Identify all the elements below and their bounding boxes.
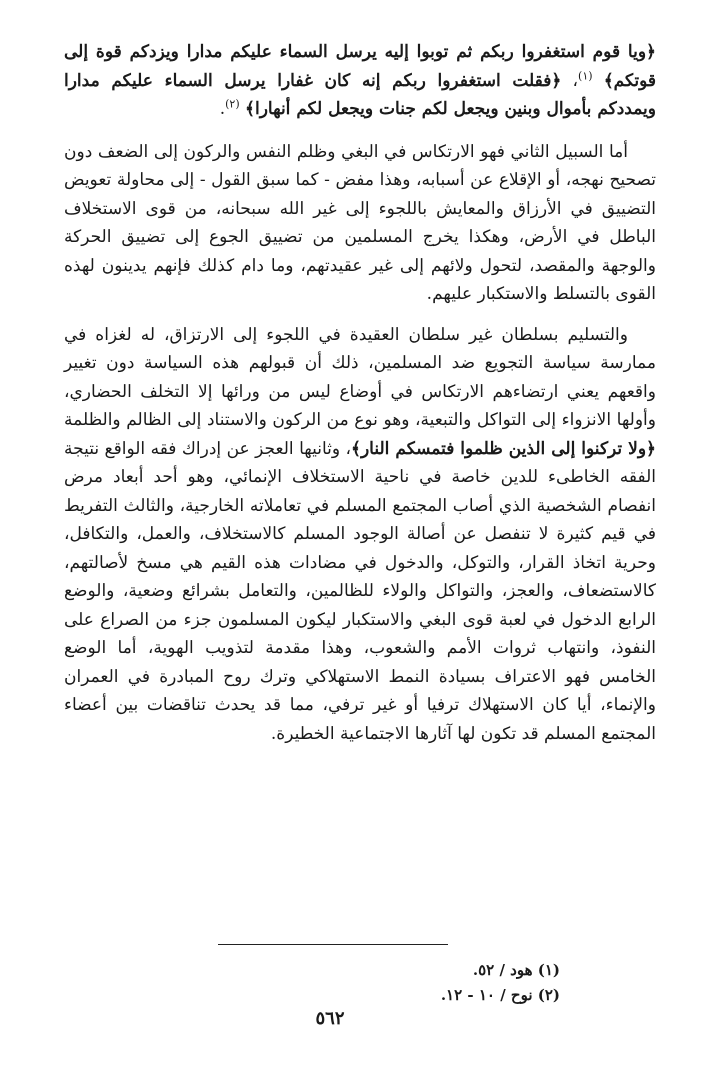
verse-end: . xyxy=(219,99,226,119)
paragraph-part-1: والتسليم بسلطان غير سلطان العقيدة في اللجوء إلى الارتزاق، له لغزاه في ممارسة سياسة التجويع ضد المسلمين، ذلك أن قبولهم هذه السياسة دون تغيير واقعهم يعني ارتضاءهم الارتكاس في أوضاع ليس من ورائها إلا التخلف الحضاري، وأولها الانزواء إلى التواكل والتبعية، وهو نوع من الركون والاستناد إلى الظالم والظلمة xyxy=(64,324,656,430)
footnote-2: (٢) نوح / ١٠ - ١٢. xyxy=(440,986,560,1004)
footnote-ref-2: (٢) xyxy=(225,97,240,111)
main-text xyxy=(64,38,656,748)
paragraph-part-2: ، وثانيها العجز عن إدراك فقه الواقع نتيجة الفقه الخاطىء للدين خاصة في ناحية الاستخلاف الإنمائي، وهو أحد أبعاد مرض انفصام الشخصية الذي أصاب المجتمع المسلم في تعاملاته الخارجية، والثالث التفريط في قيم كثيرة لا تنفصل عن أصالة الوجود المسلم كالاستخلاف، والعمل، والتكافل، وحرية اتخاذ القرار، والتوكل، والدخول في مضادات هذه القيم هي مسخ لأصالتهم، كالاستضعاف، والعجز، والتواكل والولاء للظالمين، والتعامل بشرائع وضعية، والوضع الرابع الدخول في لعبة قوى البغي والاستكبار ليكون المسلمون جزء من الصراع على النفوذ، وانتهاب ثروات الأمم والشعوب، وهذا مقدمة لتذويب الهوية، أما الوضع الخامس فهو الاعتراف بسيادة النمط الاستهلاكي وترك روح المبادرة في العمران والإنماء، أيا كان الاستهلاك ترفيا أو غير ترفي، مما قد يحدث تناقضات بين أعضاء المجتمع المسلم قد تكون لها آثارها الاجتماعية الخطيرة. xyxy=(64,438,656,744)
footnote-ref-1: (١) xyxy=(578,68,593,82)
separator: ، xyxy=(561,70,579,91)
footnote-1: (١) هود / ٥٢. xyxy=(472,961,560,979)
quran-verse-3: ﴿ولا تركنوا إلى الذين ظلموا فتمسكم النار﴾ xyxy=(351,438,656,459)
quran-verse-2: ﴿فقلت استغفروا ربكم إنه كان غفارا يرسل السماء عليكم مدارا ويمددكم بأموال وبنين ويجعل لكم جنات ويجعل لكم أنهارا﴾ xyxy=(64,70,656,119)
paragraph-submission xyxy=(64,321,656,749)
paragraph-second-path: أما السبيل الثاني فهو الارتكاس في البغي وظلم النفس والركون إلى الضعف دون تصحيح نهجه، أو الإقلاع عن أسبابه، وهذا مفض - كما سبق القول - إلى محاولة تعويض التضييق في الأرزاق والمعايش باللجوء إلى غير الله سبحانه، من قوى الاستخلاف الباطل في الأرض، وهكذا يخرج المسلمين من تضييق الجوع إلى تضييق الحركة والوجهة والمقصد، لتحول ولائهم إلى غير عقيدتهم، وما دام كذلك فإنهم يدينون لهذه القوى بالتسلط والاستكبار عليهم. xyxy=(64,141,656,304)
quran-verse-1: ﴿ويا قوم استغفروا ربكم ثم توبوا إليه يرسل السماء عليكم مدارا ويزدكم قوة إلى قوتكم﴾ xyxy=(64,42,656,91)
quran-verses-paragraph xyxy=(64,38,656,124)
footnote-divider xyxy=(218,944,448,945)
footnotes xyxy=(260,958,560,1008)
page-number: ٥٦٢ xyxy=(315,1008,345,1029)
